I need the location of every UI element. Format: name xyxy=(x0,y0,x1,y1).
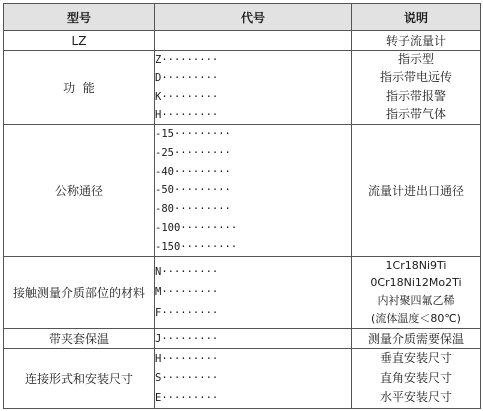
function-code-h: H········· xyxy=(155,108,219,121)
material-desc-f: 内衬聚四氟乙稀 xyxy=(377,294,455,308)
diameter-code-100: -100········· xyxy=(155,221,238,234)
connection-code-e: E········· xyxy=(155,392,219,405)
connection-desc-s: 直角安装尺寸 xyxy=(379,370,452,385)
material-desc-m: 0Cr18Ni12Mo2Ti xyxy=(370,276,462,290)
jacket-code: J········· xyxy=(155,333,219,346)
header-desc: 说明 xyxy=(352,4,481,31)
function-codes xyxy=(155,51,352,125)
function-desc-h: 指示带气体 xyxy=(385,106,446,121)
function-desc-d: 指示带电远传 xyxy=(379,70,452,85)
lz-desc: 转子流量计 xyxy=(352,31,481,51)
connection-codes xyxy=(155,349,352,409)
diameter-code-50: -50········· xyxy=(155,184,231,197)
function-code-d: D········· xyxy=(155,72,219,85)
material-codes xyxy=(155,257,352,329)
header-model: 型号 xyxy=(4,4,155,31)
row-material xyxy=(4,257,481,329)
lz-model: LZ xyxy=(4,31,155,51)
diameter-label: 公称通径 xyxy=(4,125,155,257)
connection-label: 连接形式和安装尺寸 xyxy=(4,349,155,409)
function-code-k: K········· xyxy=(155,90,219,103)
connection-descs xyxy=(352,349,481,409)
material-code-n: N········· xyxy=(155,265,219,278)
material-code-m: M········· xyxy=(155,286,219,299)
jacket-code-cell xyxy=(155,329,352,349)
function-descs xyxy=(352,51,481,125)
function-code-z: Z········· xyxy=(155,54,219,67)
row-diameter xyxy=(4,125,481,257)
row-function xyxy=(4,51,481,125)
material-label: 接触测量介质部位的材料 xyxy=(4,257,155,329)
material-desc-n: 1Cr18Ni9Ti xyxy=(385,258,447,272)
diameter-codes xyxy=(155,125,352,257)
lz-code xyxy=(155,31,352,51)
row-jacket xyxy=(4,329,481,349)
jacket-desc: 测量介质需要保温 xyxy=(352,329,481,349)
diameter-code-150: -150········· xyxy=(155,240,238,253)
diameter-code-15: -15········· xyxy=(155,128,231,141)
diameter-code-80: -80········· xyxy=(155,203,231,216)
material-code-f: F········· xyxy=(155,307,219,320)
connection-desc-e: 水平安装尺寸 xyxy=(379,390,452,405)
function-desc-k: 指示带报警 xyxy=(385,88,446,103)
row-connection xyxy=(4,349,481,409)
header-row xyxy=(4,4,481,31)
function-desc-z: 指示型 xyxy=(397,52,434,67)
function-label: 功 能 xyxy=(4,51,155,125)
material-desc-temp: (流体温度＜80℃) xyxy=(371,311,461,325)
connection-code-h: H········· xyxy=(155,352,219,365)
connection-code-s: S········· xyxy=(155,372,219,385)
jacket-label: 带夹套保温 xyxy=(4,329,155,349)
diameter-code-40: -40········· xyxy=(155,165,231,178)
material-descs xyxy=(352,257,481,329)
model-code-table xyxy=(3,3,481,409)
row-lz xyxy=(4,31,481,51)
diameter-code-25: -25········· xyxy=(155,147,231,160)
header-code: 代号 xyxy=(155,4,352,31)
connection-desc-h: 垂直安装尺寸 xyxy=(379,350,452,365)
diameter-desc: 流量计进出口通径 xyxy=(352,125,481,257)
